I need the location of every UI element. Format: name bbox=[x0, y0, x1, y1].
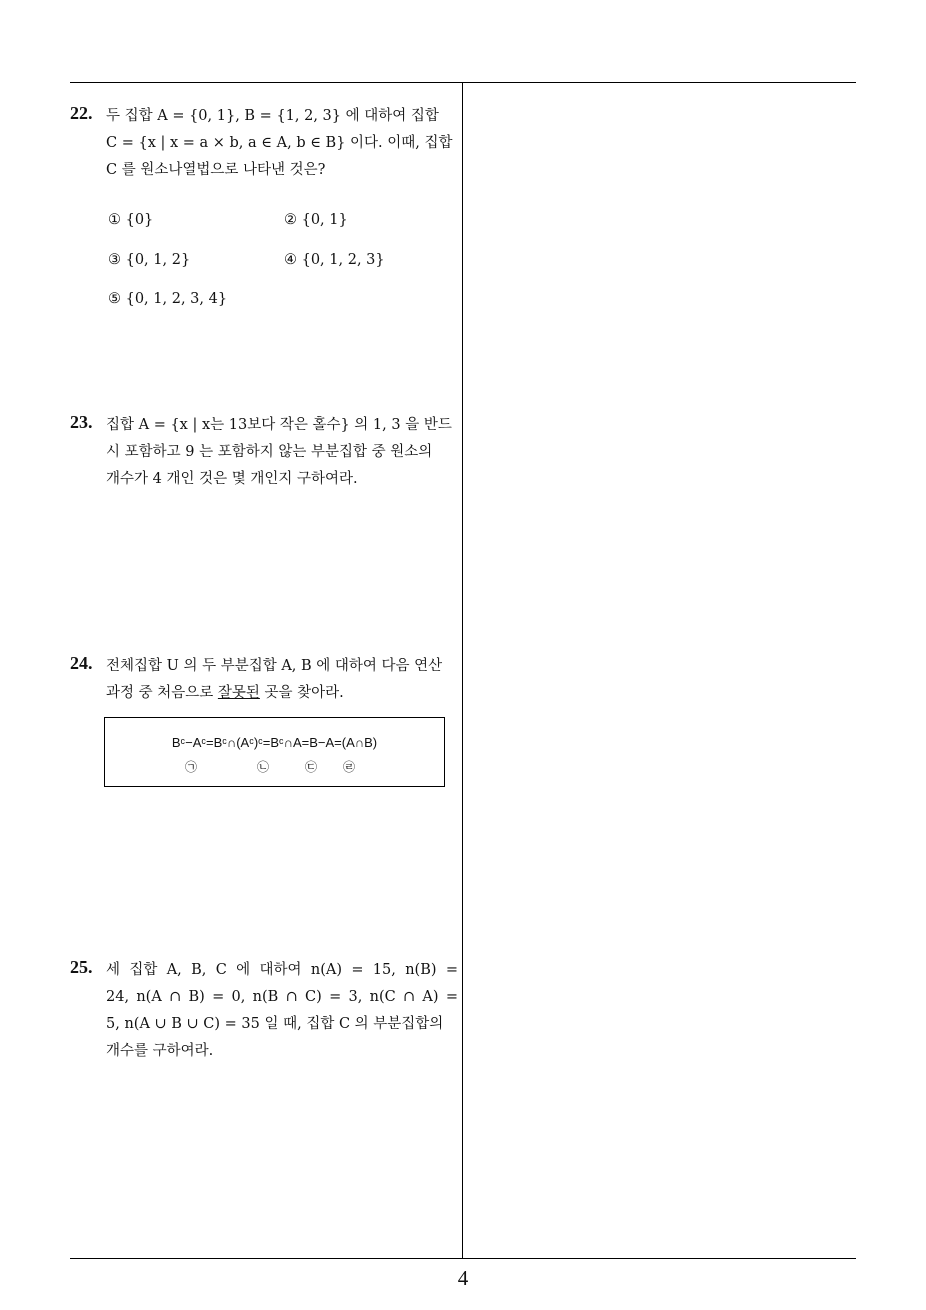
choice-4[interactable]: ④ {0, 1, 2, 3} bbox=[284, 252, 385, 268]
question-24 bbox=[70, 653, 458, 707]
question-line: 세 집합 A, B, C 에 대하여 n(A) = 15, n(B) = bbox=[106, 962, 458, 978]
step-marker-1: ㉠ bbox=[185, 760, 198, 774]
bottom-rule bbox=[70, 1258, 856, 1259]
question-line bbox=[106, 680, 458, 707]
choice-2[interactable]: ② {0, 1} bbox=[284, 212, 348, 228]
question-25 bbox=[70, 957, 458, 1065]
column-divider bbox=[462, 82, 463, 1258]
top-rule bbox=[70, 82, 856, 83]
question-text bbox=[106, 653, 458, 707]
page-number: 4 bbox=[457, 1266, 469, 1290]
question-number: 22. bbox=[70, 103, 93, 123]
question-line: 전체집합 U 의 두 부분집합 A, B 에 대하여 다음 연산 bbox=[106, 658, 443, 674]
question-line: C = {x | x = a × b, a ∈ A, b ∈ B} 이다. 이때, 집합 bbox=[106, 135, 453, 151]
step-markers bbox=[105, 758, 444, 776]
underlined-word: 잘못된 bbox=[217, 685, 260, 701]
question-line: 개수를 구하여라. bbox=[106, 1043, 214, 1059]
question-line: 두 집합 A = {0, 1}, B = {1, 2, 3} 에 대하여 집합 bbox=[106, 108, 439, 124]
step-marker-2: ㉡ bbox=[257, 760, 270, 774]
expression-box bbox=[104, 717, 445, 787]
question-22 bbox=[70, 103, 458, 184]
question-text bbox=[106, 412, 458, 493]
question-23 bbox=[70, 412, 458, 493]
question-line: 시 포함하고 9 는 포함하지 않는 부분집합 중 원소의 bbox=[106, 444, 433, 460]
line-text: 곳을 찾아라. bbox=[259, 685, 344, 701]
choice-1[interactable]: ① {0} bbox=[108, 212, 154, 228]
question-text bbox=[106, 103, 458, 184]
choice-3[interactable]: ③ {0, 1, 2} bbox=[108, 252, 191, 268]
question-number: 23. bbox=[70, 412, 93, 432]
question-number: 25. bbox=[70, 957, 93, 977]
step-marker-4: ㉣ bbox=[343, 760, 356, 774]
step-marker-3: ㉢ bbox=[305, 760, 318, 774]
line-text: 과정 중 처음으로 bbox=[106, 685, 218, 701]
question-number: 24. bbox=[70, 653, 93, 673]
question-line: 24, n(A ∩ B) = 0, n(B ∩ C) = 3, n(C ∩ A) = bbox=[106, 989, 458, 1005]
question-line: 집합 A = {x | x는 13보다 작은 홀수} 의 1, 3 을 반드 bbox=[106, 417, 452, 433]
question-line: 5, n(A ∪ B ∪ C) = 35 일 때, 집합 C 의 부분집합의 bbox=[106, 1016, 444, 1032]
question-text bbox=[106, 957, 458, 1065]
question-line: C 를 원소나열법으로 나타낸 것은? bbox=[106, 162, 326, 178]
question-line: 개수가 4 개인 것은 몇 개인지 구하여라. bbox=[106, 471, 358, 487]
choice-5[interactable]: ⑤ {0, 1, 2, 3, 4} bbox=[108, 291, 228, 307]
set-expression: Bᶜ−Aᶜ=Bᶜ∩(Aᶜ)ᶜ=Bᶜ∩A=B−A=(A∩B) bbox=[171, 735, 378, 750]
